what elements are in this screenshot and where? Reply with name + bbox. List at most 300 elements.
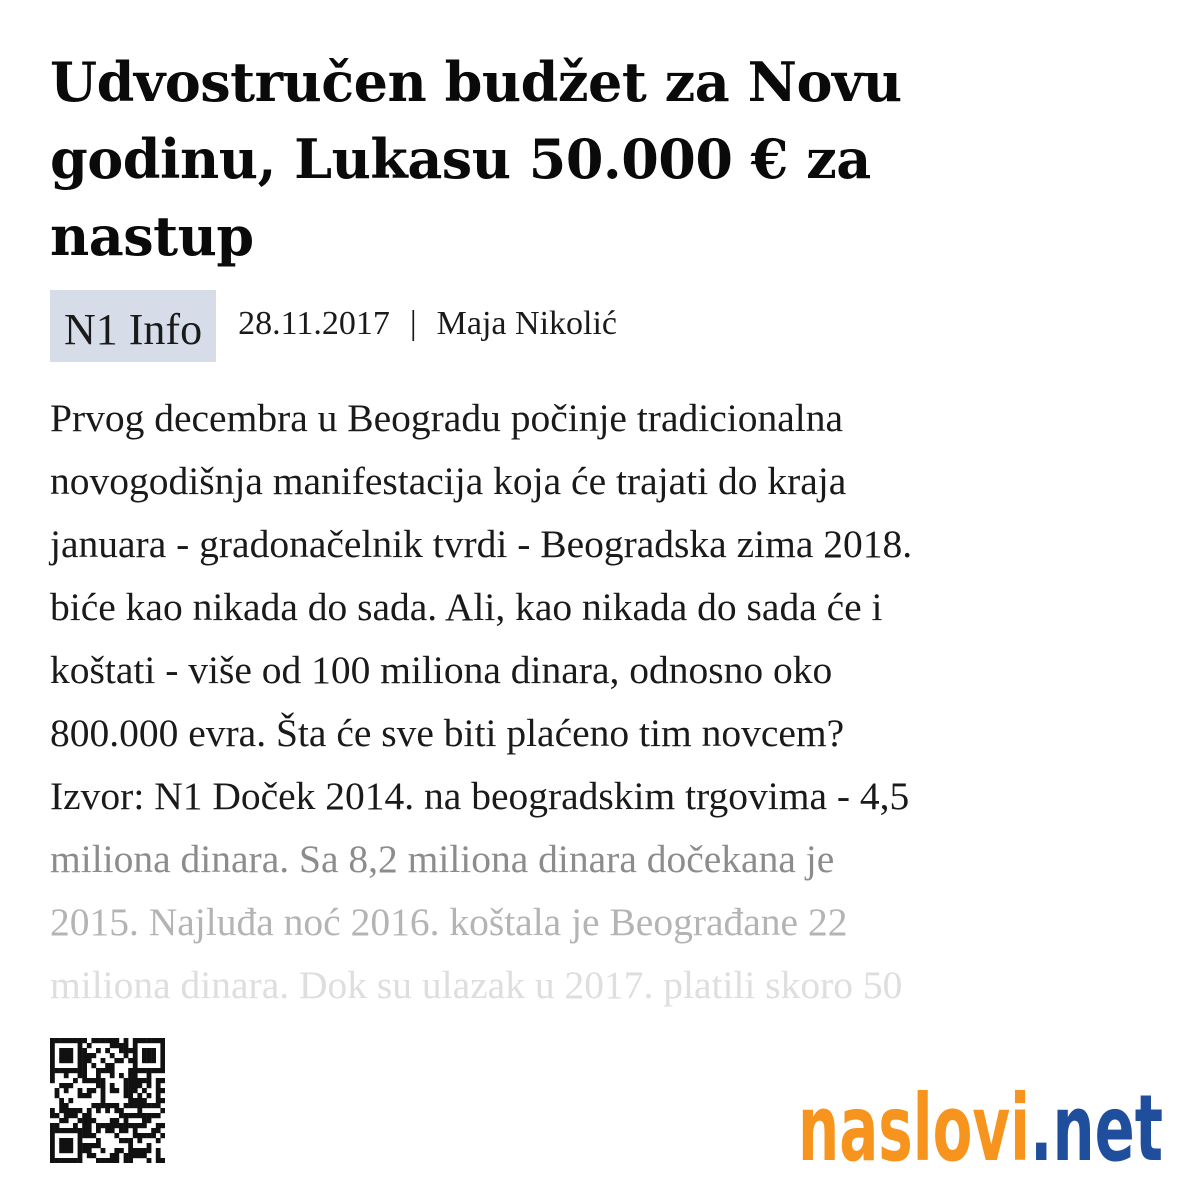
qr-module bbox=[50, 1133, 55, 1138]
qr-module bbox=[124, 1038, 129, 1043]
qr-module bbox=[82, 1078, 87, 1083]
title-line: godinu, Lukasu 50.000 € za bbox=[50, 127, 871, 191]
qr-module bbox=[119, 1058, 124, 1063]
qr-module bbox=[101, 1103, 106, 1108]
qr-module bbox=[64, 1103, 69, 1108]
qr-module bbox=[142, 1113, 147, 1118]
qr-module bbox=[96, 1108, 101, 1113]
qr-module bbox=[105, 1068, 110, 1073]
qr-module bbox=[73, 1128, 78, 1133]
qr-module bbox=[87, 1148, 92, 1153]
qr-module bbox=[160, 1068, 165, 1073]
qr-module bbox=[156, 1078, 161, 1083]
qr-module bbox=[160, 1123, 165, 1128]
qr-module bbox=[55, 1158, 60, 1163]
qr-module bbox=[128, 1048, 133, 1053]
qr-module bbox=[59, 1138, 64, 1143]
qr-module bbox=[87, 1078, 92, 1083]
qr-module bbox=[142, 1098, 147, 1103]
qr-module bbox=[50, 1113, 55, 1118]
qr-module bbox=[110, 1128, 115, 1133]
qr-module bbox=[101, 1083, 106, 1088]
qr-module bbox=[128, 1088, 133, 1093]
qr-module bbox=[147, 1158, 152, 1163]
qr-module bbox=[133, 1048, 138, 1053]
qr-module bbox=[133, 1083, 138, 1088]
qr-module bbox=[110, 1068, 115, 1073]
qr-module bbox=[64, 1048, 69, 1053]
qr-module bbox=[128, 1113, 133, 1118]
qr-module bbox=[96, 1078, 101, 1083]
qr-module bbox=[87, 1053, 92, 1058]
qr-module bbox=[151, 1048, 156, 1053]
qr-module bbox=[96, 1138, 101, 1143]
qr-module bbox=[82, 1063, 87, 1068]
qr-module bbox=[87, 1153, 92, 1158]
body-line: miliona dinara. Sa 8,2 miliona dinara dočekana je bbox=[50, 837, 835, 881]
qr-module bbox=[142, 1068, 147, 1073]
qr-module bbox=[119, 1123, 124, 1128]
body-line: Izvor: N1 Doček 2014. na beogradskim trgovima - 4,5 bbox=[50, 774, 910, 818]
qr-module bbox=[101, 1058, 106, 1063]
qr-module bbox=[64, 1088, 69, 1093]
qr-module bbox=[114, 1118, 119, 1123]
qr-module bbox=[124, 1128, 129, 1133]
qr-module bbox=[124, 1043, 129, 1048]
qr-module bbox=[156, 1158, 161, 1163]
qr-module bbox=[147, 1118, 152, 1123]
qr-module bbox=[50, 1063, 55, 1068]
qr-module bbox=[87, 1128, 92, 1133]
logo-graphic bbox=[798, 1060, 1168, 1170]
qr-module bbox=[114, 1058, 119, 1063]
qr-code-icon[interactable] bbox=[50, 1038, 165, 1163]
qr-module bbox=[50, 1108, 55, 1113]
qr-module bbox=[55, 1088, 60, 1093]
qr-module bbox=[59, 1068, 64, 1073]
qr-module bbox=[128, 1153, 133, 1158]
title-line: nastup bbox=[50, 204, 254, 268]
qr-module bbox=[124, 1103, 129, 1108]
qr-module bbox=[124, 1083, 129, 1088]
qr-module bbox=[124, 1088, 129, 1093]
qr-module bbox=[142, 1123, 147, 1128]
qr-module bbox=[101, 1158, 106, 1163]
qr-module bbox=[82, 1128, 87, 1133]
qr-module bbox=[119, 1138, 124, 1143]
qr-module bbox=[124, 1118, 129, 1123]
qr-module bbox=[147, 1053, 152, 1058]
qr-module bbox=[147, 1133, 152, 1138]
qr-module bbox=[151, 1103, 156, 1108]
logo-part-net: .net bbox=[1030, 1075, 1163, 1170]
qr-module bbox=[64, 1053, 69, 1058]
qr-module bbox=[133, 1148, 138, 1153]
qr-module bbox=[96, 1128, 101, 1133]
qr-module bbox=[128, 1073, 133, 1078]
qr-module bbox=[82, 1048, 87, 1053]
article-meta bbox=[50, 290, 617, 362]
qr-module bbox=[137, 1133, 142, 1138]
qr-module bbox=[50, 1148, 55, 1153]
qr-module bbox=[142, 1133, 147, 1138]
qr-module bbox=[147, 1038, 152, 1043]
qr-module bbox=[91, 1063, 96, 1068]
qr-module bbox=[68, 1083, 73, 1088]
qr-module bbox=[64, 1148, 69, 1153]
article-title bbox=[50, 44, 1150, 275]
qr-module bbox=[133, 1088, 138, 1093]
qr-module bbox=[110, 1053, 115, 1058]
qr-module bbox=[101, 1148, 106, 1153]
qr-module bbox=[147, 1078, 152, 1083]
qr-module bbox=[128, 1138, 133, 1143]
qr-module bbox=[73, 1113, 78, 1118]
qr-module bbox=[160, 1108, 165, 1113]
qr-module bbox=[119, 1113, 124, 1118]
qr-module bbox=[156, 1038, 161, 1043]
qr-module bbox=[133, 1123, 138, 1128]
qr-module bbox=[128, 1083, 133, 1088]
qr-module bbox=[68, 1058, 73, 1063]
qr-module bbox=[59, 1143, 64, 1148]
qr-module bbox=[78, 1068, 83, 1073]
qr-module bbox=[160, 1078, 165, 1083]
title-line: Udvostručen budžet za Novu bbox=[50, 50, 902, 114]
qr-module bbox=[87, 1108, 92, 1113]
qr-module bbox=[59, 1048, 64, 1053]
qr-module bbox=[68, 1108, 73, 1113]
logo-part-naslovi: naslovi bbox=[798, 1075, 1030, 1170]
source-badge[interactable]: N1 Info bbox=[50, 290, 216, 362]
qr-module bbox=[137, 1093, 142, 1098]
qr-module bbox=[110, 1073, 115, 1078]
qr-module bbox=[124, 1053, 129, 1058]
qr-module bbox=[73, 1123, 78, 1128]
qr-module bbox=[73, 1158, 78, 1163]
qr-module bbox=[55, 1113, 60, 1118]
qr-module bbox=[78, 1153, 83, 1158]
qr-module bbox=[124, 1123, 129, 1128]
qr-module bbox=[73, 1078, 78, 1083]
qr-module bbox=[133, 1128, 138, 1133]
qr-module bbox=[78, 1088, 83, 1093]
qr-module bbox=[151, 1053, 156, 1058]
qr-module bbox=[124, 1048, 129, 1053]
body-line: januara - gradonačelnik tvrdi - Beogradska zima 2018. bbox=[50, 522, 913, 566]
qr-module bbox=[110, 1088, 115, 1093]
qr-module bbox=[68, 1138, 73, 1143]
qr-module bbox=[68, 1113, 73, 1118]
qr-module bbox=[133, 1058, 138, 1063]
qr-module bbox=[50, 1038, 55, 1043]
qr-module bbox=[110, 1038, 115, 1043]
meta-separator: | bbox=[409, 305, 417, 342]
article-body bbox=[50, 387, 1160, 1017]
qr-module bbox=[59, 1118, 64, 1123]
qr-module bbox=[124, 1138, 129, 1143]
qr-module bbox=[114, 1108, 119, 1113]
qr-module bbox=[78, 1048, 83, 1053]
qr-module bbox=[64, 1113, 69, 1118]
qr-module bbox=[78, 1038, 83, 1043]
qr-module bbox=[73, 1038, 78, 1043]
qr-module bbox=[133, 1153, 138, 1158]
qr-module bbox=[101, 1078, 106, 1083]
body-line: novogodišnja manifestacija koja će trajati do kraja bbox=[50, 459, 847, 503]
qr-module bbox=[156, 1093, 161, 1098]
qr-module bbox=[156, 1138, 161, 1143]
qr-module bbox=[87, 1088, 92, 1093]
qr-module bbox=[55, 1123, 60, 1128]
qr-module bbox=[114, 1153, 119, 1158]
qr-module bbox=[64, 1143, 69, 1148]
qr-module bbox=[50, 1048, 55, 1053]
qr-module bbox=[96, 1068, 101, 1073]
body-line: koštati - više od 100 miliona dinara, odnosno oko bbox=[50, 648, 833, 692]
qr-module bbox=[133, 1098, 138, 1103]
qr-module bbox=[137, 1098, 142, 1103]
qr-module bbox=[147, 1103, 152, 1108]
qr-module bbox=[133, 1053, 138, 1058]
qr-module bbox=[119, 1128, 124, 1133]
qr-module bbox=[128, 1093, 133, 1098]
qr-module bbox=[133, 1063, 138, 1068]
qr-module bbox=[87, 1043, 92, 1048]
qr-module bbox=[110, 1118, 115, 1123]
body-line: Prvog decembra u Beogradu počinje tradicionalna bbox=[50, 396, 844, 440]
qr-module bbox=[96, 1038, 101, 1043]
qr-module bbox=[151, 1113, 156, 1118]
qr-module bbox=[133, 1133, 138, 1138]
qr-module bbox=[82, 1143, 87, 1148]
qr-module bbox=[147, 1093, 152, 1098]
qr-module bbox=[78, 1118, 83, 1123]
qr-module bbox=[50, 1043, 55, 1048]
qr-module bbox=[128, 1148, 133, 1153]
qr-module bbox=[78, 1073, 83, 1078]
qr-module bbox=[50, 1058, 55, 1063]
qr-module bbox=[78, 1138, 83, 1143]
qr-module bbox=[91, 1143, 96, 1148]
qr-module bbox=[147, 1058, 152, 1063]
qr-module bbox=[101, 1068, 106, 1073]
qr-module bbox=[68, 1068, 73, 1073]
qr-module bbox=[50, 1053, 55, 1058]
qr-module bbox=[68, 1143, 73, 1148]
qr-module bbox=[110, 1153, 115, 1158]
qr-module bbox=[78, 1148, 83, 1153]
qr-module bbox=[105, 1123, 110, 1128]
qr-module bbox=[68, 1128, 73, 1133]
qr-module bbox=[142, 1048, 147, 1053]
qr-module bbox=[78, 1143, 83, 1148]
qr-module bbox=[142, 1153, 147, 1158]
qr-module bbox=[105, 1063, 110, 1068]
qr-module bbox=[128, 1068, 133, 1073]
qr-module bbox=[110, 1083, 115, 1088]
qr-module bbox=[64, 1158, 69, 1163]
qr-module bbox=[133, 1078, 138, 1083]
qr-module bbox=[87, 1118, 92, 1123]
qr-module bbox=[59, 1053, 64, 1058]
qr-module bbox=[73, 1108, 78, 1113]
qr-module bbox=[124, 1093, 129, 1098]
qr-module bbox=[101, 1123, 106, 1128]
qr-module bbox=[142, 1038, 147, 1043]
author-name: Maja Nikolić bbox=[436, 305, 617, 342]
qr-module bbox=[96, 1073, 101, 1078]
qr-module bbox=[133, 1073, 138, 1078]
qr-module bbox=[101, 1038, 106, 1043]
qr-module bbox=[50, 1123, 55, 1128]
qr-module bbox=[142, 1148, 147, 1153]
qr-module bbox=[96, 1158, 101, 1163]
body-line: 800.000 evra. Šta će sve biti plaćeno tim novcem? bbox=[50, 711, 845, 755]
qr-module bbox=[50, 1078, 55, 1083]
qr-module bbox=[59, 1128, 64, 1133]
qr-module bbox=[156, 1083, 161, 1088]
qr-module bbox=[110, 1043, 115, 1048]
qr-module bbox=[68, 1053, 73, 1058]
qr-module bbox=[68, 1098, 73, 1103]
qr-module bbox=[96, 1143, 101, 1148]
body-line: biće kao nikada do sada. Ali, kao nikada do sada će i bbox=[50, 585, 883, 629]
qr-module bbox=[91, 1118, 96, 1123]
qr-module bbox=[55, 1038, 60, 1043]
qr-module bbox=[147, 1148, 152, 1153]
qr-module bbox=[147, 1143, 152, 1148]
qr-module bbox=[87, 1123, 92, 1128]
qr-module bbox=[128, 1078, 133, 1083]
qr-module bbox=[142, 1118, 147, 1123]
qr-module bbox=[82, 1133, 87, 1138]
qr-module bbox=[114, 1088, 119, 1093]
qr-module bbox=[128, 1158, 133, 1163]
qr-module bbox=[156, 1153, 161, 1158]
qr-module bbox=[91, 1153, 96, 1158]
qr-module bbox=[78, 1128, 83, 1133]
naslovi-net-logo[interactable] bbox=[798, 1060, 1168, 1170]
qr-module bbox=[64, 1068, 69, 1073]
qr-module bbox=[137, 1123, 142, 1128]
qr-module bbox=[128, 1058, 133, 1063]
qr-module bbox=[91, 1038, 96, 1043]
qr-module bbox=[68, 1158, 73, 1163]
qr-module bbox=[110, 1158, 115, 1163]
qr-module bbox=[156, 1123, 161, 1128]
qr-code-graphic bbox=[50, 1038, 165, 1163]
qr-module bbox=[68, 1148, 73, 1153]
qr-module bbox=[147, 1083, 152, 1088]
qr-module bbox=[114, 1038, 119, 1043]
qr-module bbox=[128, 1103, 133, 1108]
qr-module bbox=[151, 1038, 156, 1043]
meta-info bbox=[238, 304, 617, 344]
qr-module bbox=[114, 1148, 119, 1153]
qr-module bbox=[160, 1158, 165, 1163]
body-line: miliona dinara. Dok su ulazak u 2017. platili skoro 50 bbox=[50, 963, 903, 1007]
qr-module bbox=[78, 1133, 83, 1138]
qr-module bbox=[96, 1103, 101, 1108]
qr-module bbox=[160, 1063, 165, 1068]
qr-module bbox=[142, 1058, 147, 1063]
qr-module bbox=[78, 1158, 83, 1163]
qr-module bbox=[137, 1113, 142, 1118]
qr-module bbox=[142, 1088, 147, 1093]
qr-module bbox=[156, 1088, 161, 1093]
qr-module bbox=[64, 1138, 69, 1143]
qr-module bbox=[50, 1128, 55, 1133]
qr-module bbox=[147, 1073, 152, 1078]
qr-module bbox=[82, 1058, 87, 1063]
qr-module bbox=[114, 1158, 119, 1163]
qr-module bbox=[68, 1038, 73, 1043]
qr-module bbox=[105, 1128, 110, 1133]
qr-module bbox=[137, 1068, 142, 1073]
qr-module bbox=[64, 1118, 69, 1123]
qr-module bbox=[96, 1083, 101, 1088]
qr-module bbox=[137, 1148, 142, 1153]
qr-module bbox=[133, 1068, 138, 1073]
qr-module bbox=[59, 1058, 64, 1063]
qr-module bbox=[91, 1103, 96, 1108]
qr-module bbox=[105, 1048, 110, 1053]
qr-module bbox=[151, 1058, 156, 1063]
qr-module bbox=[160, 1038, 165, 1043]
qr-module bbox=[91, 1088, 96, 1093]
qr-module bbox=[137, 1083, 142, 1088]
qr-module bbox=[156, 1103, 161, 1108]
qr-module bbox=[156, 1128, 161, 1133]
qr-module bbox=[147, 1068, 152, 1073]
qr-module bbox=[68, 1048, 73, 1053]
qr-module bbox=[64, 1038, 69, 1043]
qr-module bbox=[59, 1103, 64, 1108]
qr-module bbox=[137, 1108, 142, 1113]
qr-module bbox=[87, 1113, 92, 1118]
qr-module bbox=[91, 1078, 96, 1083]
qr-module bbox=[91, 1133, 96, 1138]
qr-module bbox=[78, 1108, 83, 1113]
qr-module bbox=[119, 1048, 124, 1053]
qr-module bbox=[160, 1048, 165, 1053]
qr-module bbox=[110, 1123, 115, 1128]
qr-module bbox=[96, 1048, 101, 1053]
qr-module bbox=[82, 1038, 87, 1043]
qr-module bbox=[87, 1058, 92, 1063]
body-line: 2015. Najluđa noć 2016. koštala je Beograđane 22 bbox=[50, 900, 848, 944]
qr-module bbox=[101, 1098, 106, 1103]
qr-module bbox=[73, 1068, 78, 1073]
qr-module bbox=[82, 1073, 87, 1078]
qr-module bbox=[151, 1133, 156, 1138]
qr-module bbox=[142, 1078, 147, 1083]
qr-module bbox=[50, 1143, 55, 1148]
qr-module bbox=[147, 1113, 152, 1118]
qr-module bbox=[128, 1143, 133, 1148]
qr-module bbox=[156, 1068, 161, 1073]
qr-module bbox=[124, 1078, 129, 1083]
qr-module bbox=[137, 1078, 142, 1083]
qr-module bbox=[105, 1158, 110, 1163]
qr-module bbox=[50, 1153, 55, 1158]
qr-module bbox=[124, 1113, 129, 1118]
qr-module bbox=[59, 1158, 64, 1163]
qr-module bbox=[156, 1148, 161, 1153]
qr-module bbox=[151, 1068, 156, 1073]
qr-module bbox=[137, 1038, 142, 1043]
